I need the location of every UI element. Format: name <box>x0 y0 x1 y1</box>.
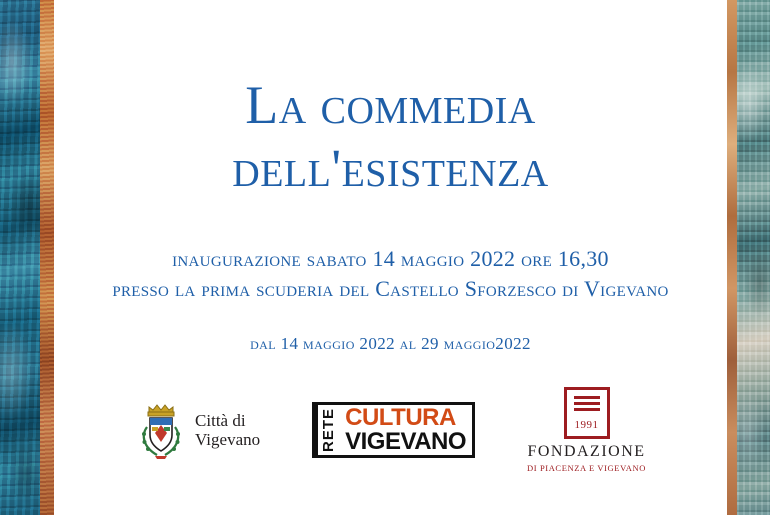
poster-content <box>54 0 727 515</box>
left-warm-band <box>40 0 54 515</box>
left-artwork-strip <box>0 0 40 515</box>
logo-rete-vertical-word: RETE <box>315 405 339 455</box>
logo-citta-label-line2: Vigevano <box>195 430 261 450</box>
logo-rete-word-vigevano: VIGEVANO <box>345 428 467 456</box>
logo-rete-wordmark <box>339 405 472 455</box>
logo-citta-label <box>195 411 260 449</box>
right-artwork-strip <box>737 0 770 515</box>
coat-of-arms-icon <box>135 397 187 463</box>
poster-subtitle <box>112 244 668 303</box>
subtitle-line-2: presso la prima scuderia del Castello Sforzesco di Vigevano <box>112 275 669 301</box>
fondazione-mark-icon <box>564 387 610 439</box>
right-warm-band <box>727 0 737 515</box>
title-line-1: La commedia <box>245 75 536 135</box>
title-line-2: dell'esistenza <box>232 138 549 199</box>
fondazione-year: 1991 <box>574 419 599 432</box>
logo-rete-cultura-vigevano <box>312 402 475 458</box>
subtitle-line-1: inaugurazione sabato 14 maggio 2022 ore 16,30 <box>172 246 609 272</box>
exhibition-dates: dal 14 maggio 2022 al 29 maggio2022 <box>250 333 531 353</box>
logo-row <box>54 387 727 473</box>
logo-fondazione <box>527 387 646 473</box>
poster-title <box>232 75 549 199</box>
logo-citta-label-line1: Città di <box>195 411 246 431</box>
fondazione-subtitle: DI PIACENZA E VIGEVANO <box>527 463 646 473</box>
fondazione-title: FONDAZIONE <box>527 443 646 461</box>
logo-rete-word-cultura: CULTURA <box>345 404 456 432</box>
logo-citta-di-vigevano <box>135 397 260 463</box>
fondazione-wordmark <box>527 444 646 473</box>
